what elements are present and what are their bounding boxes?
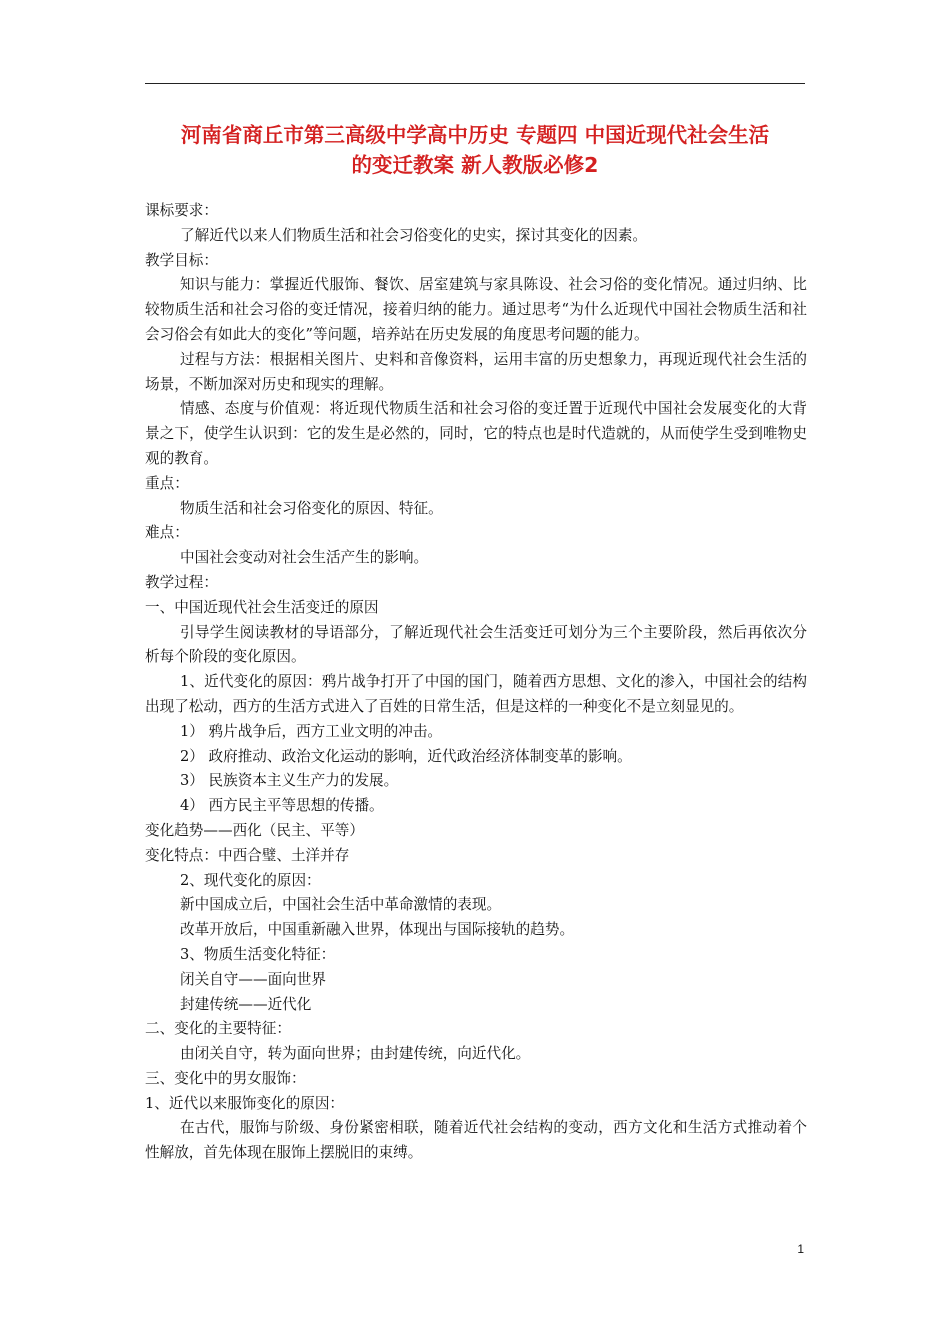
paragraph: 封建传统——近代化 [180, 995, 312, 1013]
paragraph: 了解近代以来人们物质生活和社会习俗变化的史实，探讨其变化的因素。 [180, 226, 648, 244]
feature-line: 变化特点：中西合璧、土洋并存 [145, 846, 350, 864]
subheading: 2、现代变化的原因： [180, 871, 321, 889]
trend-line: 变化趋势——西化（民主、平等） [145, 821, 364, 839]
paragraph: 情感、态度与价值观：将近现代物质生活和社会习俗的变迁置于近现代中国社会发展变化的大背景之下，使学生认识到：它的发生是必然的，同时，它的特点也是时代造就的，从而使学生受到唯物史观的教育。 [145, 400, 807, 467]
title-line-2: 的变迁教案 新人教版必修2 [351, 153, 599, 177]
section-heading-2: 二、变化的主要特征： [145, 1020, 291, 1038]
list-item: 1） 鸦片战争后，西方工业文明的冲击。 [180, 722, 443, 740]
list-item: 3） 民族资本主义生产力的发展。 [180, 772, 399, 790]
paragraph: 中国社会变动对社会生活产生的影响。 [180, 549, 429, 567]
section-heading-3: 三、变化中的男女服饰： [145, 1069, 306, 1087]
paragraph: 在古代，服饰与阶级、身份紧密相联，随着近代社会结构的变动，西方文化和生活方式推动着个性解放，首先体现在服饰上摆脱旧的束缚。 [145, 1119, 807, 1162]
paragraph: 由闭关自守，转为面向世界；由封建传统，向近代化。 [180, 1045, 531, 1063]
list-item: 4） 西方民主平等思想的传播。 [180, 797, 384, 815]
heading-objectives: 教学目标： [145, 251, 218, 269]
paragraph: 过程与方法：根据相关图片、史料和音像资料，运用丰富的历史想象力，再现近现代社会生活的场景，不断加深对历史和现实的理解。 [145, 350, 807, 393]
paragraph: 改革开放后，中国重新融入世界，体现出与国际接轨的趋势。 [180, 921, 575, 939]
title-line-1: 河南省商丘市第三高级中学高中历史 专题四 中国近现代社会生活 [180, 123, 770, 147]
paragraph: 闭关自守——面向世界 [180, 970, 326, 988]
page-number: 1 [797, 1242, 804, 1256]
subheading: 1、近代以来服饰变化的原因： [145, 1094, 345, 1112]
heading-curriculum: 课标要求： [145, 202, 218, 219]
subheading: 3、物质生活变化特征： [180, 945, 336, 963]
paragraph: 引导学生阅读教材的导语部分，了解近现代社会生活变迁可划分为三个主要阶段，然后再依次分析每个阶段的变化原因。 [145, 623, 807, 666]
paragraph: 1、近代变化的原因：鸦片战争打开了中国的国门，随着西方思想、文化的渗入，中国社会的结构出现了松动，西方的生活方式进入了百姓的日常生活，但是这样的一种变化不是立刻显见的。 [145, 673, 807, 715]
document-body [145, 199, 807, 1166]
heading-process: 教学过程： [145, 573, 218, 591]
heading-difficulties: 难点： [145, 524, 189, 542]
paragraph: 知识与能力：掌握近代服饰、餐饮、居室建筑与家具陈设、社会习俗的变化情况。通过归纳、比较物质生活和社会习俗的变迁情况，接着归纳的能力。通过思考“为什么近现代中国社会物质生活和社会习俗会有如此大的变化”等问题，培养站在历史发展的角度思考问题的能力。 [145, 276, 807, 343]
header-rule [145, 83, 805, 84]
document-title [145, 120, 805, 180]
paragraph: 物质生活和社会习俗变化的原因、特征。 [180, 499, 443, 517]
heading-key-points: 重点： [145, 474, 189, 492]
list-item: 2） 政府推动、政治文化运动的影响，近代政治经济体制变革的影响。 [180, 747, 632, 765]
section-heading-1: 一、中国近现代社会生活变迁的原因 [145, 598, 379, 616]
paragraph: 新中国成立后，中国社会生活中革命激情的表现。 [180, 896, 502, 914]
